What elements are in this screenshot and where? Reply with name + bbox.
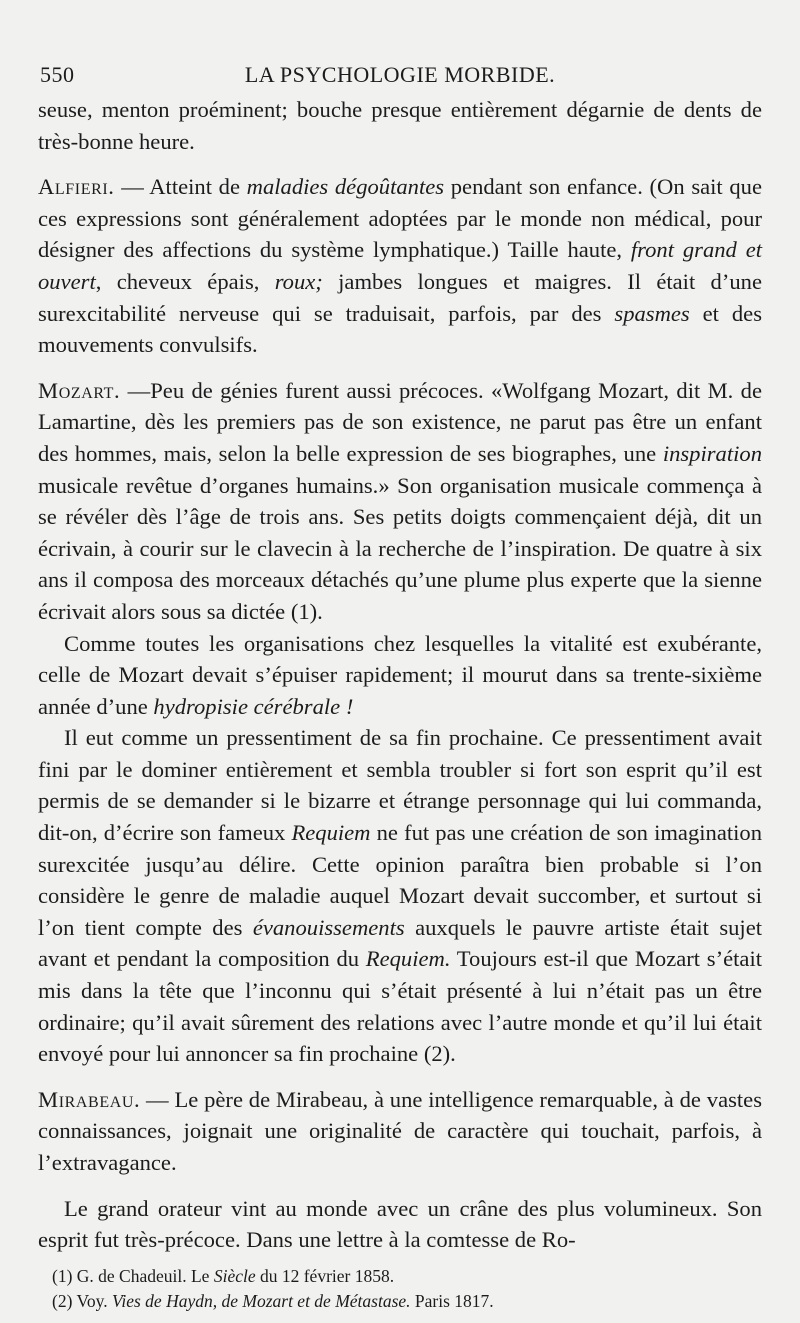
footnotes bbox=[52, 1264, 752, 1314]
text-run: pendant son enfance. (On sait que ces expressions sont généralement adoptées par le monde non médical, pour désigner des affections du système lymphatique.) Taille haute, bbox=[38, 174, 762, 263]
paragraph bbox=[38, 1193, 762, 1256]
page-number: 550 bbox=[40, 62, 75, 87]
text-run: du 12 février 1858. bbox=[255, 1266, 395, 1286]
text-run: — Atteint de bbox=[114, 174, 247, 200]
italic-text: maladies dégoûtantes bbox=[246, 174, 445, 200]
text-run: (1) G. de Chadeuil. Le bbox=[52, 1266, 214, 1286]
text-run: Toujours est-il que Mozart s’était mis dans la tête que l’inconnu qui s’était présenté à lui n’était pas un être ordinaire; qu’il avait sûrement des relations avec l’autre monde et qu’il lui était envoyé pour lui annoncer sa fin prochaine (2). bbox=[38, 946, 762, 1067]
italic-text: hydropisie cérébrale ! bbox=[153, 693, 354, 719]
italic-text: évanouissements bbox=[252, 914, 405, 940]
paragraph bbox=[38, 1084, 762, 1179]
text-run: auxquels le pauvre artiste était sujet avant et pendant la composition du bbox=[38, 914, 763, 972]
italic-text: Siècle bbox=[213, 1266, 256, 1286]
italic-text: Requiem. bbox=[365, 946, 451, 972]
text-run: ne fut pas une création de son imagination surexcitée jusqu’au délire. Cette opinion paraîtra bien probable si l’on considère le genre de maladie auquel Mozart devait succomber, et surtout si l’on tient compte des bbox=[38, 820, 762, 940]
italic-text: inspiration bbox=[662, 440, 762, 466]
text-run: , cheveux épais, bbox=[95, 268, 275, 294]
italic-text: front grand et ouvert bbox=[38, 237, 762, 294]
text-run: Le grand orateur vint au monde avec un crâne des plus volumineux. Son esprit fut très-précoce. Dans une lettre à la comtesse de Ro- bbox=[38, 1195, 762, 1253]
paragraph bbox=[38, 722, 762, 1070]
page-header bbox=[40, 62, 760, 94]
entry-name: Mirabeau. bbox=[38, 1086, 141, 1112]
paragraph bbox=[38, 375, 762, 628]
italic-text: Requiem bbox=[291, 820, 371, 846]
text-run: Paris 1817. bbox=[410, 1291, 494, 1311]
paragraph bbox=[38, 628, 762, 723]
entry-name: Mozart. bbox=[38, 377, 121, 403]
italic-text: spasmes bbox=[614, 300, 690, 326]
italic-text: Vies de Haydn, de Mozart et de Métastase. bbox=[111, 1291, 411, 1311]
entry-name: Alfieri. bbox=[38, 174, 115, 200]
text-run: Comme toutes les organisations chez lesquelles la vitalité est exubérante, celle de Mozart devait s’épuiser rapidement; il mourut dans sa trente-sixième année d’une bbox=[38, 630, 762, 719]
paragraph bbox=[38, 94, 762, 157]
text-run: jambes longues et maigres. Il était d’une surexcitabilité nerveuse qui se traduisait, parfois, par des bbox=[38, 268, 763, 326]
italic-text: roux; bbox=[274, 268, 323, 294]
footnote bbox=[52, 1264, 752, 1289]
text-run: musicale revêtue d’organes humains.» Son organisation musicale commença à se révéler dès l’âge de trois ans. Ses petits doigts commençaient déjà, dit un écrivain, à courir sur le clavecin à la recherche de l’inspiration. De quatre à six ans il composa des morceaux détachés qu’une plume plus experte que la sienne écrivait alors sous sa dictée (1). bbox=[38, 472, 762, 624]
footnote bbox=[52, 1289, 752, 1314]
text-run: Il eut comme un pressentiment de sa fin prochaine. Ce pressentiment avait fini par le dominer entièrement et sembla troubler si fort son esprit qu’il est permis de se demander si le bizarre et étrange personnage qui lui commanda, dit-on, d’écrire son fameux bbox=[38, 725, 762, 846]
running-title: LA PSYCHOLOGIE MORBIDE. bbox=[244, 62, 556, 87]
text-run: et des mouvements convulsifs. bbox=[38, 300, 762, 358]
text-run: seuse, menton proéminent; bouche presque entièrement dégarnie de dents de très-bonne heure. bbox=[38, 97, 762, 154]
text-run: (2) Voy. bbox=[52, 1291, 112, 1311]
body-text bbox=[38, 94, 762, 1256]
paragraph bbox=[38, 171, 762, 361]
text-run: —Peu de génies furent aussi précoces. «Wolfgang Mozart, dit M. de Lamartine, dès les premiers pas de son existence, ne parut pas être un enfant des hommes, mais, selon la belle expression de ses biographes, une bbox=[38, 377, 762, 466]
text-run: — Le père de Mirabeau, à une intelligence remarquable, à de vastes connaissances, joignait une originalité de caractère qui touchait, parfois, à l’extravagance. bbox=[38, 1086, 762, 1175]
